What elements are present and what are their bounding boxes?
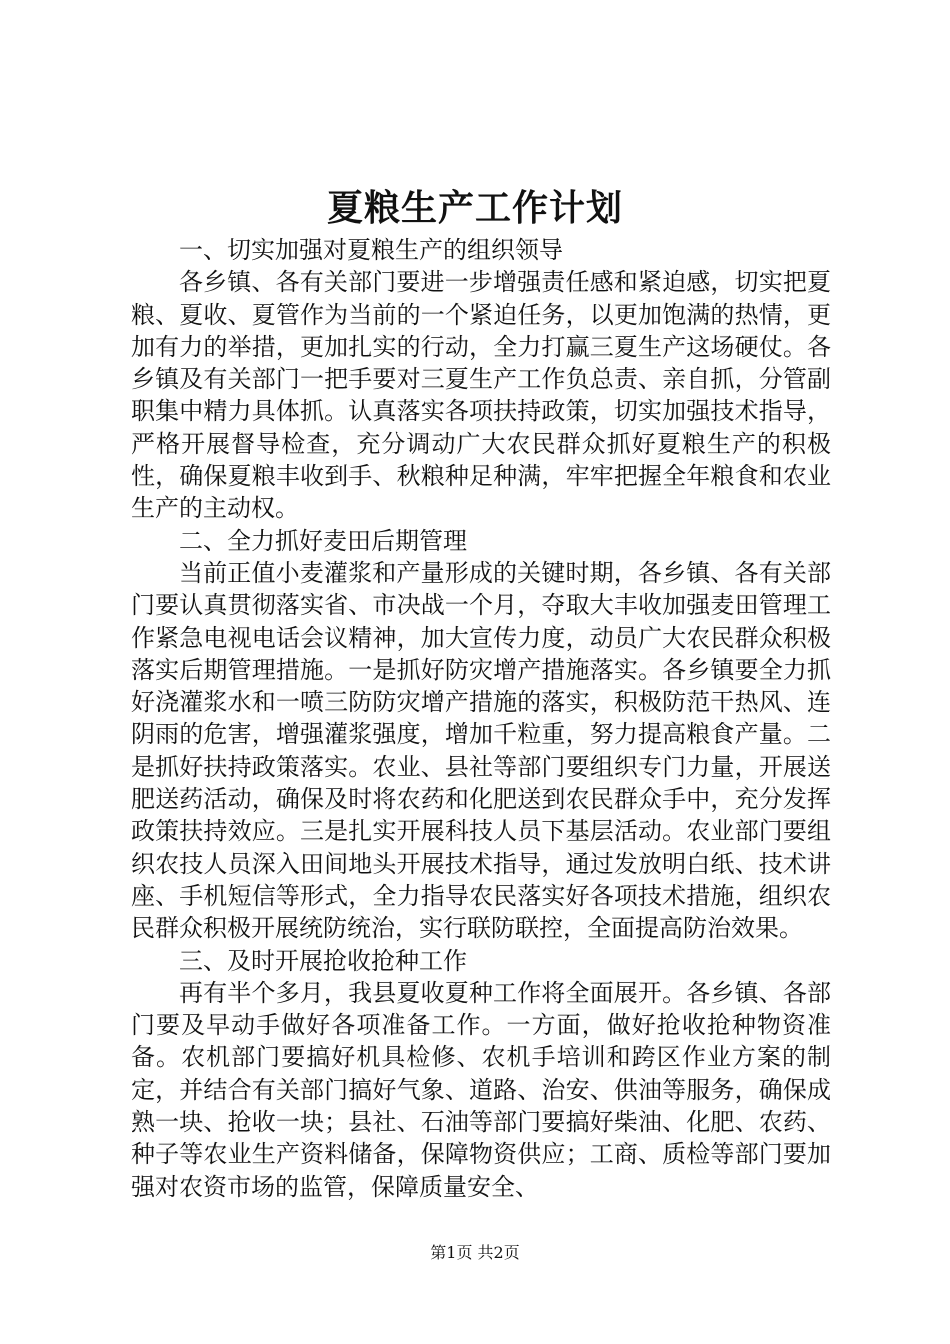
page-footer: 第1页 共2页: [430, 1243, 520, 1262]
section-heading-1: 一、切实加强对夏粮生产的组织领导: [179, 236, 563, 264]
section-paragraph-3: 再有半个多月，我县夏收夏种工作将全面展开。各乡镇、各部门要及早动手做好各项准备工作。一方面，做好抢收抢种物资准备。农机部门要搞好机具检修、农机手培训和跨区作业方案的制定，并结合有关部门搞好气象、道路、治安、供油等服务，确保成熟一块、抢收一块；县社、石油等部门要搞好柴油、化肥、农药、种子等农业生产资料储备，保障物资供应；工商、质检等部门要加强对农资市场的监管，保障质量安全、: [131, 978, 831, 1201]
section-paragraph-2: 当前正值小麦灌浆和产量形成的关键时期，各乡镇、各有关部门要认真贯彻落实省、市决战一个月，夺取大丰收加强麦田管理工作紧急电视电话会议精神，加大宣传力度，动员广大农民群众积极落实后期管理措施。一是抓好防灾增产措施落实。各乡镇要全力抓好浇灌浆水和一喷三防防灾增产措施的落实，积极防范干热风、连阴雨的危害，增强灌浆强度，增加千粒重，努力提高粮食产量。二是抓好扶持政策落实。农业、县社等部门要组织专门力量，开展送肥送药活动，确保及时将农药和化肥送到农民群众手中，充分发挥政策扶持效应。三是扎实开展科技人员下基层活动。农业部门要组织农技人员深入田间地头开展技术指导，通过发放明白纸、技术讲座、手机短信等形式，全力指导农民落实好各项技术措施，组织农民群众积极开展统防统治，实行联防联控，全面提高防治效果。: [131, 558, 831, 943]
section-heading-2: 二、全力抓好麦田后期管理: [179, 526, 467, 555]
section-paragraph-1: 各乡镇、各有关部门要进一步增强责任感和紧迫感，切实把夏粮、夏收、夏管作为当前的一个紧迫任务，以更加饱满的热情，更加有力的举措，更加扎实的行动，全力打赢三夏生产这场硬仗。各乡镇及有关部门一把手要对三夏生产工作负总责、亲自抓，分管副职集中精力具体抓。认真落实各项扶持政策，切实加强技术指导，严格开展督导检查，充分调动广大农民群众抓好夏粮生产的积极性，确保夏粮丰收到手、秋粮种足种满，牢牢把握全年粮食和农业生产的主动权。: [131, 268, 831, 523]
section-heading-3: 三、及时开展抢收抢种工作: [179, 946, 467, 975]
document-title: 夏粮生产工作计划: [326, 187, 623, 229]
document-body: [131, 234, 831, 1203]
